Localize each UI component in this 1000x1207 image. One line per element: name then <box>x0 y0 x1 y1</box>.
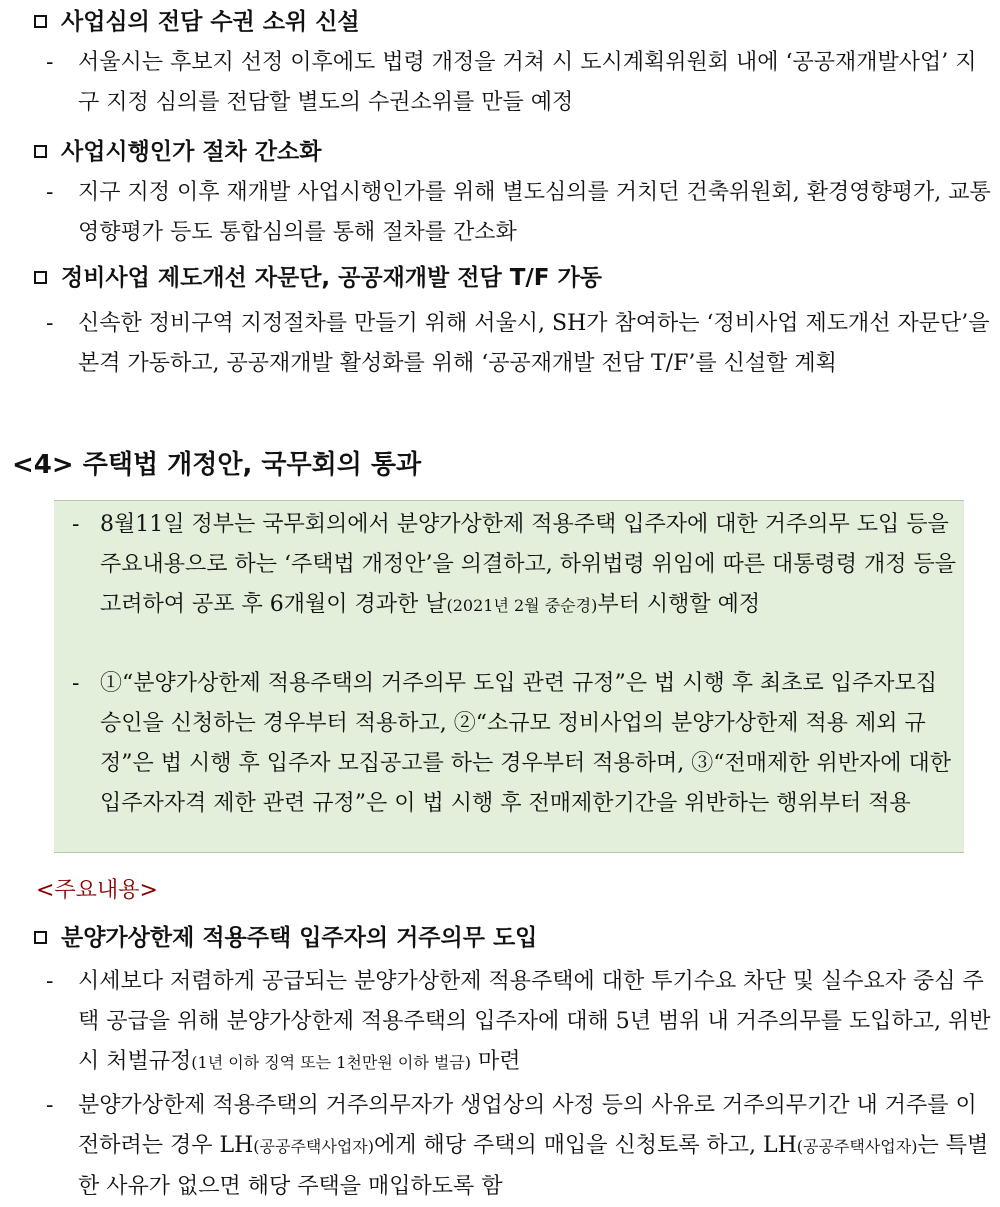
checkbox-square-icon <box>34 15 47 28</box>
checkbox-square-icon <box>34 931 47 944</box>
bullet-text: 분양가상한제 적용주택의 거주의무자가 생업상의 사정 등의 사유로 거주의무기간 내 거주를 이전하려는 경우 LH(공공주택사업자)에게 해당 주택의 매입을 신청토록 하고, LH(공공주택사업자)는 특별한 사유가 없으면 해당 주택을 매입하도록 함 <box>78 1093 989 1199</box>
dash-marker: - <box>46 311 54 336</box>
main-content-label: <주요내용> <box>36 878 158 903</box>
bullet-text: ①“분양가상한제 적용주택의 거주의무 도입 관련 규정”은 법 시행 후 최초로 입주자모집승인을 신청하는 경우부터 적용하고, ②“소규모 정비사업의 분양가상한제 적용 제외 규정”은 법 시행 후 입주자 모집공고를 하는 경우부터 적용하며, ③“전매제한 위반자에 대한 입주자자격 제한 관련 규정”은 이 법 시행 후 전매제한기간을 위반하는 행위부터 적용 <box>100 671 951 816</box>
bullet-text: 서울시는 후보지 선정 이후에도 법령 개정을 거쳐 시 도시계획위원회 내에 ‘공공재개발사업’ 지구 지정 심의를 전담할 별도의 수권소위를 만들 예정 <box>78 50 977 115</box>
bullet-committee <box>46 43 991 123</box>
dash-marker: - <box>46 969 54 994</box>
bullet-text: 시세보다 저렴하게 공급되는 분양가상한제 적용주택에 대한 투기수요 차단 및 실수요자 중심 주택 공급을 위해 분양가상한제 적용주택의 입주자에 대해 5년 범위 내 거주의무를 도입하고, 위반 시 처벌규정(1년 이하 징역 또는 1천만원 이하 벌금) 마련 <box>78 969 991 1074</box>
dash-marker: - <box>46 50 54 75</box>
dash-marker: - <box>46 180 54 205</box>
dash-marker: - <box>46 1093 54 1118</box>
section-heading-advisory: 정비사업 제도개선 자문단, 공공재개발 전담 T/F 가동 <box>34 262 602 294</box>
checkbox-square-icon <box>34 145 47 158</box>
dash-marker: - <box>72 671 80 696</box>
bullet-text: 신속한 정비구역 지정절차를 만들기 위해 서울시, SH가 참여하는 ‘정비사업 제도개선 자문단’을 본격 가동하고, 공공재개발 활성화를 위해 ‘공공재개발 전담 T/F’를 신설할 계획 <box>78 311 990 376</box>
checkbox-square-icon <box>34 271 47 284</box>
dash-marker: - <box>72 512 80 537</box>
section-heading-committee: 사업심의 전담 수권 소위 신설 <box>34 6 360 38</box>
bullet-approval <box>46 173 991 253</box>
bullet-residence-duty <box>46 962 991 1083</box>
bullet-advisory <box>46 304 991 384</box>
bullet-cabinet-approval <box>72 505 958 626</box>
section-heading-approval: 사업시행인가 절차 간소화 <box>34 136 321 168</box>
bullet-lh-purchase <box>46 1086 991 1207</box>
section-title-housing-act: <4> 주택법 개정안, 국무회의 통과 <box>12 450 422 480</box>
bullet-text: 8월11일 정부는 국무회의에서 분양가상한제 적용주택 입주자에 대한 거주의무 도입 등을 주요내용으로 하는 ‘주택법 개정안’을 의결하고, 하위법령 위임에 따른 대통령령 개정 등을 고려하여 공포 후 6개월이 경과한 날(2021년 2월 중순경)부터 시행할 예정 <box>100 512 956 617</box>
section-heading-residence-duty: 분양가상한제 적용주택 입주자의 거주의무 도입 <box>34 922 537 954</box>
bullet-text: 지구 지정 이후 재개발 사업시행인가를 위해 별도심의를 거치던 건축위원회, 환경영향평가, 교통영향평가 등도 통합심의를 통해 절차를 간소화 <box>78 180 991 245</box>
bullet-effective-rules <box>72 664 958 824</box>
